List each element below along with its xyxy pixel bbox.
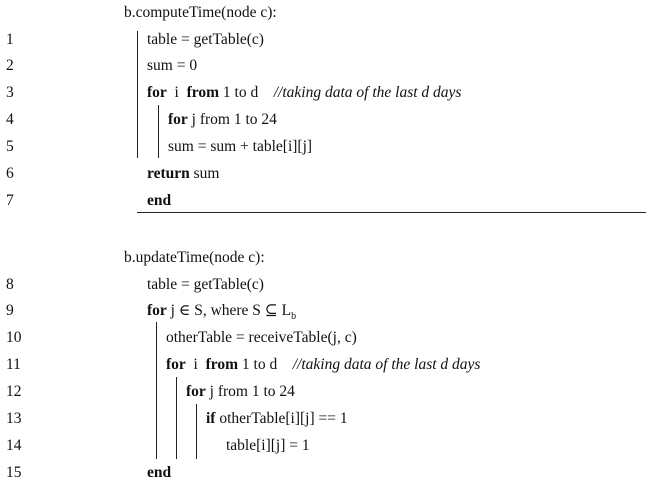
- algo1-header: b.computeTime(node c):: [124, 4, 277, 21]
- line-number-10: 10: [6, 329, 22, 346]
- code-line-8: table = getTable(c): [147, 276, 264, 293]
- keyword-for: for: [186, 383, 206, 400]
- block-bar-for-i: [176, 377, 177, 459]
- keyword-end: end: [147, 192, 172, 209]
- subscript: b: [291, 311, 297, 323]
- return-value: sum: [193, 165, 220, 182]
- block-bar-for-i: [158, 105, 159, 158]
- code-line-7: [147, 191, 171, 211]
- code-line-2: sum = 0: [147, 57, 198, 74]
- line-number-13: 13: [6, 410, 22, 427]
- code-line-15: [147, 463, 171, 483]
- code-line-13: [206, 409, 348, 429]
- line-number-4: 4: [6, 111, 14, 128]
- loop-range: 1 to d: [241, 356, 278, 373]
- keyword-if: if: [206, 410, 216, 427]
- line-number-12: 12: [6, 383, 22, 400]
- block-bar-outer: [137, 31, 138, 158]
- keyword-from: from: [205, 356, 239, 373]
- keyword-for: for: [147, 302, 167, 319]
- keyword-for: for: [166, 356, 186, 373]
- code-comment: //taking data of the last d days: [292, 356, 481, 373]
- loop-var: i: [174, 84, 179, 101]
- loop-range: j from 1 to 24: [191, 111, 277, 128]
- keyword-for: for: [147, 84, 167, 101]
- line-number-15: 15: [6, 464, 22, 481]
- line-number-7: 7: [6, 192, 14, 209]
- code-line-6: [147, 164, 219, 184]
- code-line-10: otherTable = receiveTable(j, c): [166, 329, 357, 346]
- block-bar-for-j-inner: [196, 404, 197, 459]
- keyword-end: end: [147, 464, 172, 481]
- code-line-4: [168, 110, 277, 130]
- block-bar-for-j: [156, 322, 157, 459]
- loop-var: i: [193, 356, 198, 373]
- code-line-5: sum = sum + table[i][j]: [168, 138, 313, 155]
- code-line-1: table = getTable(c): [147, 31, 264, 48]
- set-expression: j ∈ S, where S ⊆ L: [170, 302, 292, 319]
- code-comment: //taking data of the last d days: [273, 84, 462, 101]
- line-number-9: 9: [6, 302, 14, 319]
- end-rule: [137, 212, 646, 213]
- line-number-8: 8: [6, 276, 14, 293]
- line-number-3: 3: [6, 84, 14, 101]
- algo2-header: b.updateTime(node c):: [124, 249, 265, 266]
- code-line-9: [147, 301, 296, 327]
- code-line-12: [186, 382, 295, 402]
- line-number-14: 14: [6, 437, 22, 454]
- keyword-for: for: [168, 111, 188, 128]
- line-number-2: 2: [6, 57, 14, 74]
- line-number-5: 5: [6, 138, 14, 155]
- line-number-11: 11: [6, 356, 21, 373]
- line-number-6: 6: [6, 165, 14, 182]
- keyword-return: return: [147, 165, 190, 182]
- loop-range: j from 1 to 24: [209, 383, 295, 400]
- code-line-11: [166, 355, 480, 375]
- line-number-1: 1: [6, 31, 14, 48]
- loop-range: 1 to d: [222, 84, 259, 101]
- condition: otherTable[i][j] == 1: [219, 410, 348, 427]
- code-line-14: table[i][j] = 1: [226, 437, 310, 454]
- keyword-from: from: [186, 84, 220, 101]
- code-line-3: [147, 83, 461, 103]
